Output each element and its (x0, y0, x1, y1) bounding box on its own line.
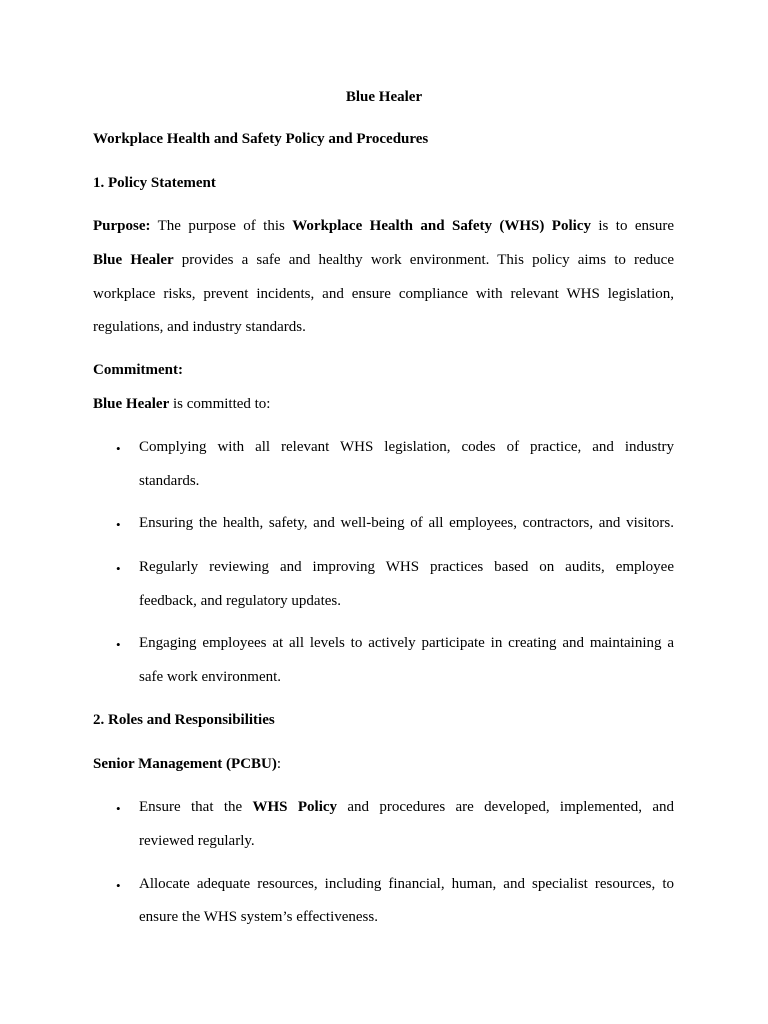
purpose-line-1 (93, 219, 674, 234)
purpose-text: The purpose of this (150, 218, 293, 234)
purpose-line-2 (93, 253, 674, 268)
senior-bullet-1-line-2: reviewed regularly. (139, 833, 255, 849)
purpose-line-4: regulations, and industry standards. (93, 319, 306, 335)
bullet-icon: • (116, 561, 121, 576)
whs-policy-name: WHS Policy (252, 799, 338, 815)
commitment-bullet-1-line-2: standards. (139, 473, 200, 489)
bullet-icon: • (116, 517, 121, 532)
policy-name: Workplace Health and Safety (WHS) Policy (292, 218, 591, 234)
commitment-intro (93, 397, 270, 412)
purpose-label: Purpose: (93, 218, 151, 234)
commitment-bullet-2-line-1: Ensuring the health, safety, and well-being of all employees, contractors, and visitors. (139, 515, 674, 531)
commitment-bullet-3-line-1: Regularly reviewing and improving WHS practices based on audits, employee (139, 559, 674, 575)
colon: : (276, 756, 282, 772)
commitment-bullet-4-line-2: safe work environment. (139, 669, 282, 685)
purpose-line-3: workplace risks, prevent incidents, and ensure compliance with relevant WHS legislation, (93, 286, 674, 302)
bullet-icon: • (116, 637, 121, 652)
bullet-icon: • (116, 441, 121, 456)
purpose-text: provides a safe and healthy work environment. This policy aims to reduce (173, 252, 674, 268)
company-name: Blue Healer (93, 396, 170, 412)
senior-bullet-1-line-1 (139, 800, 674, 815)
purpose-text: is to ensure (590, 218, 674, 234)
section-heading-policy-statement: 1. Policy Statement (93, 175, 216, 191)
bullet-icon: • (116, 801, 121, 816)
bullet-icon: • (116, 878, 121, 893)
company-title: Blue Healer (345, 89, 423, 105)
commitment-bullet-1-line-1: Complying with all relevant WHS legislation, codes of practice, and industry (139, 439, 674, 455)
policy-title: Workplace Health and Safety Policy and Procedures (93, 131, 429, 147)
commitment-bullet-3-line-2: feedback, and regulatory updates. (139, 593, 341, 609)
senior-bullet-2-line-1: Allocate adequate resources, including financial, human, and specialist resources, to (139, 876, 674, 892)
senior-bullet-2-line-2: ensure the WHS system’s effectiveness. (139, 909, 378, 925)
senior-management-label: Senior Management (PCBU) (93, 756, 277, 772)
commitment-intro-text: is committed to: (169, 396, 271, 412)
senior-management-heading (93, 757, 281, 772)
bullet-text: and procedures are developed, implemented, and (337, 799, 674, 815)
bullet-text: Ensure that the (139, 799, 253, 815)
commitment-heading: Commitment: (93, 362, 183, 378)
company-name: Blue Healer (93, 252, 174, 268)
commitment-bullet-4-line-1: Engaging employees at all levels to actively participate in creating and maintaining a (139, 635, 674, 651)
section-heading-roles: 2. Roles and Responsibilities (93, 712, 275, 728)
